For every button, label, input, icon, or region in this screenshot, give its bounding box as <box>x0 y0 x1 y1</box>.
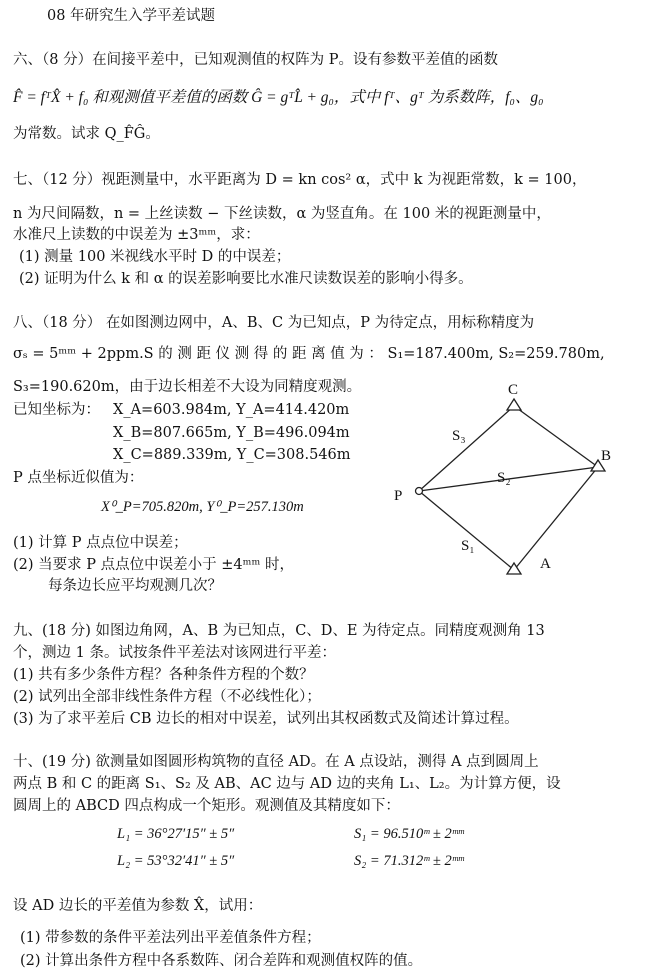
q8-item-2: (2) 当要求 P 点点位中误差小于 ±4ᵐᵐ 时， <box>13 557 295 573</box>
q8-approx-values: X⁰_P=705.820m, Y⁰_P=257.130m <box>101 499 304 515</box>
q7-line-3: 水准尺上读数的中误差为 ±3ᵐᵐ，求： <box>13 227 260 243</box>
q10-line-3: 圆周上的 ABCD 四点构成一个矩形。观测值及其精度如下： <box>13 798 400 814</box>
q10-line-1: 十、(19 分) 欲测量如图圆形构筑物的直径 AD。在 A 点设站，测得 A 点到圆周上 <box>13 754 539 770</box>
edge-network-figure <box>390 378 620 588</box>
q6-line-3: 为常数。试求 Q_F̂Ĝ。 <box>13 126 160 142</box>
q10-param: 设 AD 边长的平差值为参数 X̂，试用： <box>13 898 263 914</box>
page-title: 08 年研究生入学平差试题 <box>47 8 216 24</box>
label-s3: S₃ <box>452 428 466 444</box>
q9-item-2: (2) 试列出全部非线性条件方程（不必线性化）； <box>13 689 321 705</box>
edge-b-a <box>514 467 598 570</box>
label-s1: S₁ <box>461 538 475 554</box>
edge-p-a <box>419 491 514 570</box>
q10-line-2: 两点 B 和 C 的距离 S₁、S₂ 及 AB、AC 边与 AD 边的夹角 L₁、L₂。为计算方便，设 <box>13 776 561 792</box>
q7-item-2: (2) 证明为什么 k 和 α 的误差影响要比水准尺读数误差的影响小得多。 <box>19 271 473 287</box>
label-s2: S₂ <box>497 470 511 486</box>
q8-line-1: 八、（18 分） 在如图测边网中，A、B、C 为已知点，P 为待定点，用标称精度为 <box>13 315 535 331</box>
q9-line-1: 九、(18 分) 如图边角网，A、B 为已知点，C、D、E 为待定点。同精度观测角 13 <box>13 623 545 639</box>
point-c-triangle <box>507 399 521 410</box>
q9-line-2: 个，测边 1 条。试按条件平差法对该网进行平差： <box>13 645 336 661</box>
q10-l2: L₂ = 53°32′41″ ± 5″ <box>117 853 235 869</box>
q8-approx-label: P 点坐标近似值为： <box>13 470 144 486</box>
q8-item-1: (1) 计算 P 点点位中误差； <box>13 535 188 551</box>
q8-coords-label: 已知坐标为： <box>13 402 100 418</box>
point-p-circle <box>416 488 423 495</box>
q8-coord-b: X_B=807.665m, Y_B=496.094m <box>113 425 350 441</box>
q6-line-1: 六、（8 分）在间接平差中，已知观测值的权阵为 P。设有参数平差值的函数 <box>13 52 498 68</box>
q7-line-1: 七、（12 分）视距测量中，水平距离为 D = kn cos² α，式中 k 为视距常数，k = 100， <box>13 172 587 188</box>
q8-line-3: S₃=190.620m，由于边长相差不大设为同精度观测。 <box>13 379 362 395</box>
q10-l1: L₁ = 36°27′15″ ± 5″ <box>117 826 235 842</box>
q8-coord-a: X_A=603.984m, Y_A=414.420m <box>113 402 350 418</box>
label-c: C <box>508 382 519 398</box>
q8-item-2-cont: 每条边长应平均观测几次？ <box>48 578 222 594</box>
label-p: P <box>394 488 403 504</box>
q10-s1: S₁ = 96.510ᵐ ± 2ᵐᵐ <box>354 826 464 842</box>
q7-line-2: n 为尺间隔数，n = 上丝读数 − 下丝读数，α 为竖直角。在 100 米的视距测量中， <box>13 206 551 222</box>
q7-item-1: (1) 测量 100 米视线水平时 D 的中误差； <box>19 249 291 265</box>
q10-item-2: (2) 计算出条件方程中各系数阵、闭合差阵和观测值权阵的值。 <box>20 953 423 969</box>
q10-s2: S₂ = 71.312ᵐ ± 2ᵐᵐ <box>354 853 464 869</box>
q8-line-2: σₛ = 5ᵐᵐ + 2ppm.S 的 测 距 仪 测 得 的 距 离 值 为 ： S₁=187.400m, S₂=259.780m, <box>13 346 605 362</box>
q9-item-1: (1) 共有多少条件方程？各种条件方程的个数？ <box>13 667 314 683</box>
label-a: A <box>540 556 551 572</box>
edge-c-b <box>514 406 598 467</box>
q8-coord-c: X_C=889.339m, Y_C=308.546m <box>113 447 351 463</box>
q9-item-3: (3) 为了求平差后 CB 边长的相对中误差，试列出其权函数式及简述计算过程。 <box>13 711 519 727</box>
q6-line-2: F̂ = fᵀX̂ + f₀ 和观测值平差值的函数 Ĝ = gᵀL̂ + g₀，式中 fᵀ、gᵀ 为系数阵，f₀、g₀ <box>13 89 544 106</box>
q10-item-1: (1) 带参数的条件平差法列出平差值条件方程； <box>20 930 321 946</box>
label-b: B <box>601 448 612 464</box>
